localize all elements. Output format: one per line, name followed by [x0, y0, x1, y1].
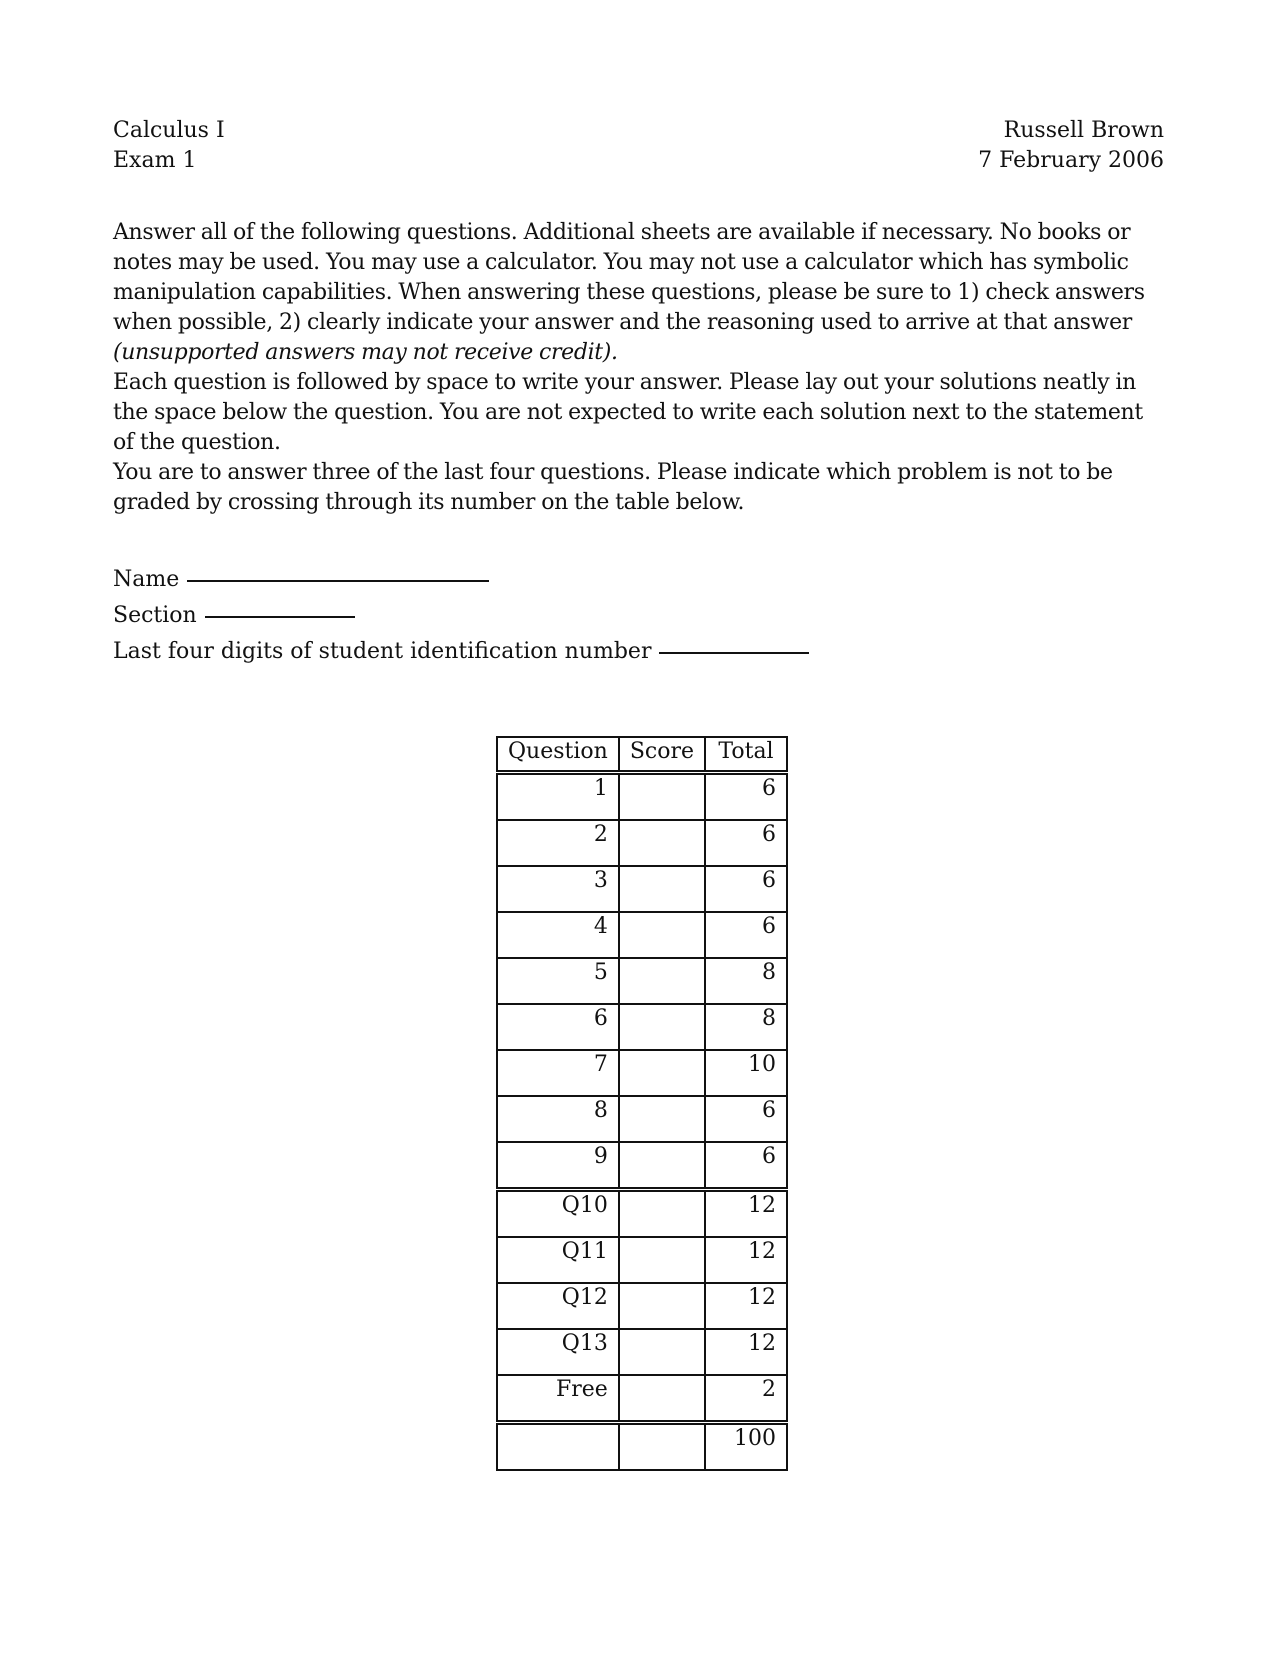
course-title: Calculus I — [113, 118, 225, 143]
total-cell: 12 — [705, 1283, 787, 1329]
score-cell[interactable] — [619, 1190, 705, 1238]
score-cell[interactable] — [619, 1050, 705, 1096]
header-question: Question — [497, 737, 619, 773]
student-id-blank[interactable] — [659, 651, 809, 654]
question-cell: Q11 — [497, 1237, 619, 1283]
section-field — [113, 601, 355, 631]
table-row — [497, 912, 787, 958]
exam-title: Exam 1 — [113, 148, 197, 173]
table-row — [497, 1283, 787, 1329]
total-cell: 6 — [705, 912, 787, 958]
instructor-name: Russell Brown — [1003, 118, 1164, 143]
table-row — [497, 773, 787, 821]
instructions-p1-text: Answer all of the following questions. Additional sheets are available if necessary. No books or notes may be used. You may use a calculator. You may not use a calculator which has symbolic manipulation capabilities. When answering these questions, please be sure to 1) check answers when possible, 2) clearly indicate your answer and the reasoning used to arrive at that answer — [113, 220, 1145, 335]
instructions-paragraph-1 — [113, 218, 1168, 368]
question-cell: 5 — [497, 958, 619, 1004]
table-row — [497, 1142, 787, 1190]
total-cell: 12 — [705, 1190, 787, 1238]
header-left — [113, 116, 225, 176]
score-table-header — [497, 737, 787, 773]
total-cell: 6 — [705, 866, 787, 912]
score-cell[interactable] — [619, 1004, 705, 1050]
name-label: Name — [113, 567, 180, 592]
question-cell: 6 — [497, 1004, 619, 1050]
total-cell: 8 — [705, 958, 787, 1004]
total-cell: 10 — [705, 1050, 787, 1096]
score-cell[interactable] — [619, 1329, 705, 1375]
student-id-field — [113, 637, 809, 667]
question-cell: Q13 — [497, 1329, 619, 1375]
score-cell[interactable] — [619, 820, 705, 866]
score-cell[interactable] — [619, 1096, 705, 1142]
header-score: Score — [619, 737, 705, 773]
exam-date: 7 February 2006 — [978, 148, 1164, 173]
score-cell[interactable] — [619, 912, 705, 958]
instructions-paragraph-3: You are to answer three of the last four questions. Please indicate which problem is not to be graded by crossing through its number on the table below. — [113, 460, 1113, 515]
grand-total-value: 100 — [705, 1423, 787, 1471]
grand-total-score-cell[interactable] — [619, 1423, 705, 1471]
header-right — [900, 116, 1164, 176]
question-cell: 8 — [497, 1096, 619, 1142]
total-cell: 2 — [705, 1375, 787, 1423]
total-cell: 6 — [705, 1142, 787, 1190]
total-cell: 12 — [705, 1329, 787, 1375]
score-cell[interactable] — [619, 1237, 705, 1283]
header-total: Total — [705, 737, 787, 773]
name-blank[interactable] — [187, 579, 489, 582]
question-cell: 3 — [497, 866, 619, 912]
total-cell: 6 — [705, 773, 787, 821]
table-row — [497, 1190, 787, 1238]
table-row — [497, 820, 787, 866]
grand-total-blank — [497, 1423, 619, 1471]
table-row — [497, 1096, 787, 1142]
instructions — [113, 218, 1168, 518]
student-id-label: Last four digits of student identification number — [113, 639, 652, 664]
question-cell: Q10 — [497, 1190, 619, 1238]
total-cell: 6 — [705, 1096, 787, 1142]
table-row — [497, 1375, 787, 1423]
question-cell: 1 — [497, 773, 619, 821]
table-row — [497, 1329, 787, 1375]
score-cell[interactable] — [619, 773, 705, 821]
question-cell: 4 — [497, 912, 619, 958]
question-cell: 7 — [497, 1050, 619, 1096]
instructions-p1-italic: (unsupported answers may not receive credit). — [113, 340, 618, 365]
question-cell: Q12 — [497, 1283, 619, 1329]
score-cell[interactable] — [619, 1375, 705, 1423]
grand-total-row — [497, 1423, 787, 1471]
table-row — [497, 958, 787, 1004]
score-cell[interactable] — [619, 866, 705, 912]
table-row — [497, 1050, 787, 1096]
total-cell: 6 — [705, 820, 787, 866]
question-cell: 9 — [497, 1142, 619, 1190]
table-row — [497, 1004, 787, 1050]
table-row — [497, 866, 787, 912]
table-row — [497, 1237, 787, 1283]
question-cell: 2 — [497, 820, 619, 866]
question-cell: Free — [497, 1375, 619, 1423]
total-cell: 8 — [705, 1004, 787, 1050]
name-field — [113, 565, 489, 595]
section-blank[interactable] — [205, 615, 355, 618]
score-cell[interactable] — [619, 958, 705, 1004]
section-label: Section — [113, 603, 197, 628]
score-cell[interactable] — [619, 1283, 705, 1329]
total-cell: 12 — [705, 1237, 787, 1283]
score-cell[interactable] — [619, 1142, 705, 1190]
score-table — [496, 736, 788, 1471]
instructions-paragraph-2: Each question is followed by space to write your answer. Please lay out your solutions neatly in the space below the question. You are not expected to write each solution next to the statement of the question. — [113, 370, 1143, 455]
